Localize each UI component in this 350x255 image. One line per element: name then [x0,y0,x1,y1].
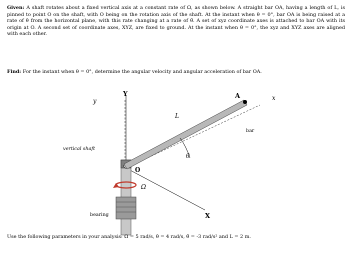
given-text: A shaft rotates about a fixed vertical axis at a constant rate of Ω, as shown below. A straight bar OA, having a length of L, is pinned to point O on the shaft, with O being on the rotation axis of the shaft. At the instant when θ = 0°, bar OA is being raised at a rate of θ̇ from the horizontal plane, with this rate changing at a rate of θ̈. A set of xyz coordinate axes is attached to bar OA with its origin at O. A second set of coordinate axes, XYZ, are fixed to ground. At the instant when θ = 0°, the xyz and XYZ axes are aligned with each other. [7,5,345,38]
find-text: For the instant when θ = 0°, determine the angular velocity and angular acceleration of bar OA. [22,69,262,75]
parameters-paragraph [7,234,345,241]
label-L: L [175,113,179,120]
bearing [116,197,136,219]
label-X: X [205,212,211,220]
X-axis-line [126,168,205,210]
find-label: Find: [7,69,22,75]
label-Omega: Ω [141,184,146,191]
label-bearing: bearing [90,213,109,218]
label-A: A [235,92,241,100]
label-O: O [135,167,141,174]
label-Y: Y [123,90,128,98]
parameters-text: Use the following parameters in your analysis: Ω = 5 rad/s, θ̇ = 4 rad/s, θ̈ = -3 rad/s² and L = 2 m. [7,234,251,240]
label-theta: θ [186,153,190,160]
label-x: x [272,95,276,102]
point-A [243,100,247,104]
given-label: Given: [7,5,25,11]
label-bar: bar [246,129,255,134]
label-vertical-shaft: vertical shaft [63,147,96,152]
label-y: y [93,98,97,105]
